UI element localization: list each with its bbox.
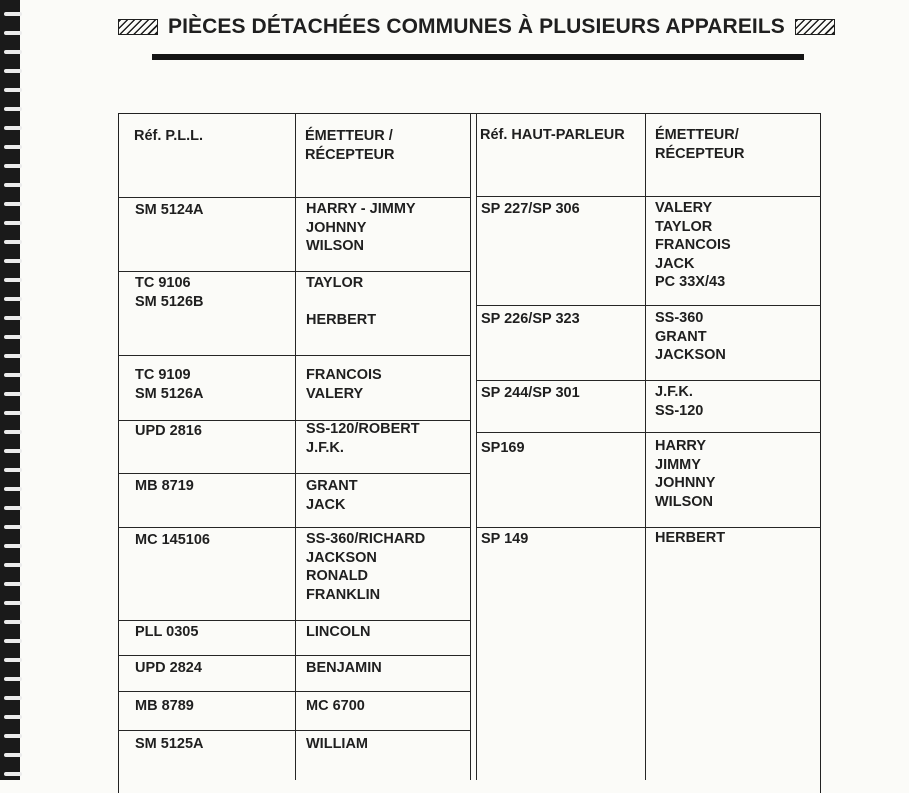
left-ref-cell-line: SM 5126B [135, 293, 204, 310]
left-emitter-cell-line: HERBERT [306, 311, 377, 328]
right-emitter-cell-line: FRANCOIS [655, 237, 731, 253]
binding-ring [4, 50, 22, 54]
binding-ring [4, 221, 22, 225]
column-divider [295, 113, 296, 780]
left-emitter-cell-line: SS-120/ROBERT [306, 421, 420, 437]
left-ref-cell [135, 366, 204, 403]
left-emitter-cell [306, 697, 365, 716]
right-emitter-cell [655, 437, 715, 511]
binding-ring [4, 639, 22, 643]
left-header-emitter-line1: ÉMETTEUR / [305, 128, 393, 144]
left-ref-cell [135, 274, 204, 311]
right-ref-cell [481, 310, 580, 329]
right-emitter-cell-line: J.F.K. [655, 384, 693, 400]
binding-ring [4, 449, 22, 453]
right-emitter-cell-line: HARRY [655, 438, 707, 454]
right-emitter-cell-line: SS-360 [655, 310, 704, 326]
row-divider [476, 305, 821, 306]
row-divider [476, 432, 821, 433]
left-emitter-cell-line: FRANCOIS [306, 367, 382, 383]
left-emitter-cell-line: GRANT [306, 478, 358, 494]
row-divider [476, 196, 821, 197]
left-ref-cell [135, 623, 198, 642]
right-ref-cell-line: SP 226/SP 323 [481, 311, 580, 327]
binding-ring [4, 506, 22, 510]
left-ref-cell-line: SM 5126A [135, 385, 204, 402]
right-emitter-cell [655, 529, 725, 548]
right-header-ref: Réf. HAUT-PARLEUR [480, 127, 625, 143]
left-emitter-cell-line: FRANKLIN [306, 586, 381, 603]
left-emitter-cell-line: LINCOLN [306, 624, 371, 640]
left-ref-cell-line: MB 8719 [135, 478, 194, 494]
right-ref-cell-line: SP 244/SP 301 [481, 385, 580, 401]
right-header-emitter-line1: ÉMETTEUR/ [655, 127, 739, 143]
left-emitter-cell [306, 200, 416, 256]
binding-ring [4, 677, 22, 681]
binding-ring [4, 126, 22, 130]
right-emitter-cell-line: VALERY [655, 200, 713, 216]
binding-ring [4, 373, 22, 377]
binding-ring [4, 354, 22, 358]
binding-ring [4, 772, 22, 776]
left-emitter-cell-line: TAYLOR [306, 275, 364, 291]
binding-ring [4, 620, 22, 624]
binding-ring [4, 88, 22, 92]
left-emitter-cell [306, 623, 370, 642]
left-ref-cell [135, 735, 204, 754]
left-ref-cell-line: PLL 0305 [135, 624, 199, 640]
left-ref-cell [135, 659, 202, 678]
binding-ring [4, 582, 22, 586]
right-emitter-cell-line: JACKSON [655, 347, 726, 363]
left-ref-cell [135, 697, 194, 716]
binding-ring [4, 696, 22, 700]
left-header-emitter-line2: RÉCEPTEUR [305, 146, 395, 163]
title-underline [152, 54, 804, 60]
spiral-binding [0, 0, 20, 780]
left-emitter-cell-line: BENJAMIN [306, 660, 382, 676]
column-divider [645, 113, 646, 780]
left-emitter-cell-line: MC 6700 [306, 698, 365, 714]
left-emitter-cell-line: WILSON [306, 238, 364, 254]
hatch-right-icon [795, 19, 835, 35]
left-ref-cell-line: SM 5124A [135, 202, 204, 218]
right-ref-cell [481, 530, 528, 549]
left-emitter-cell-line: JACKSON [306, 549, 377, 566]
binding-ring [4, 487, 22, 491]
binding-ring [4, 411, 22, 415]
binding-ring [4, 297, 22, 301]
binding-ring [4, 468, 22, 472]
left-ref-cell-line: MC 145106 [135, 532, 210, 548]
left-ref-cell-line: TC 9109 [135, 367, 191, 383]
right-emitter-cell [655, 199, 731, 292]
binding-ring [4, 31, 22, 35]
right-emitter-cell [655, 383, 703, 420]
right-emitter-cell-line: PC 33X/43 [655, 274, 726, 290]
binding-ring [4, 278, 22, 282]
left-emitter-cell-line: JOHNNY [306, 219, 367, 236]
right-emitter-cell-line: HERBERT [655, 530, 726, 546]
binding-ring [4, 335, 22, 339]
binding-ring [4, 316, 22, 320]
left-emitter-cell [306, 659, 382, 678]
binding-ring [4, 259, 22, 263]
right-emitter-cell-line: WILSON [655, 493, 713, 510]
binding-ring [4, 12, 22, 16]
left-emitter-cell-line: J.F.K. [306, 439, 344, 456]
right-header-emitter-line2: RÉCEPTEUR [655, 145, 745, 162]
left-emitter-cell-line: SS-360/RICHARD [306, 531, 426, 547]
right-ref-cell-line: SP 149 [481, 531, 529, 547]
left-emitter-cell [306, 274, 376, 329]
left-emitter-cell [306, 530, 425, 604]
binding-ring [4, 430, 22, 434]
left-ref-cell-line: MB 8789 [135, 698, 194, 714]
right-ref-cell-line: SP 227/SP 306 [481, 201, 580, 217]
left-ref-cell-line: SM 5125A [135, 736, 204, 752]
binding-ring [4, 164, 22, 168]
right-emitter-cell-line: JACK [655, 255, 695, 272]
binding-ring [4, 240, 22, 244]
column-divider [470, 113, 471, 780]
row-divider [476, 527, 821, 528]
right-emitter-cell-line: JIMMY [655, 456, 701, 473]
binding-ring [4, 392, 22, 396]
binding-ring [4, 145, 22, 149]
left-emitter-cell-line: JACK [306, 496, 346, 513]
left-header-ref: Réf. P.L.L. [134, 128, 204, 144]
right-emitter-cell [655, 309, 726, 365]
binding-ring [4, 734, 22, 738]
left-ref-cell [135, 422, 202, 441]
binding-ring [4, 183, 22, 187]
binding-ring [4, 107, 22, 111]
left-emitter-cell [306, 420, 420, 457]
left-emitter-cell [306, 477, 358, 514]
right-emitter-cell-line: SS-120 [655, 402, 704, 419]
right-ref-cell [481, 384, 580, 403]
row-divider [476, 380, 821, 381]
left-emitter-cell-line: WILLIAM [306, 736, 369, 752]
left-emitter-cell-line: VALERY [306, 385, 364, 402]
right-emitter-cell-line: TAYLOR [655, 218, 713, 235]
left-emitter-cell-line: HARRY - JIMMY [306, 201, 416, 217]
binding-ring [4, 715, 22, 719]
binding-ring [4, 525, 22, 529]
left-emitter-cell [306, 735, 368, 754]
left-emitter-cell-line: RONALD [306, 568, 369, 584]
left-emitter-cell [306, 366, 382, 403]
binding-ring [4, 544, 22, 548]
binding-ring [4, 69, 22, 73]
right-emitter-cell-line: GRANT [655, 328, 707, 345]
right-emitter-cell-line: JOHNNY [655, 475, 716, 491]
left-ref-cell [135, 201, 204, 220]
binding-ring [4, 202, 22, 206]
right-ref-cell-line: SP169 [481, 440, 525, 456]
right-ref-cell [481, 200, 580, 219]
left-ref-cell [135, 477, 194, 496]
left-ref-cell-line: UPD 2824 [135, 660, 202, 676]
binding-ring [4, 658, 22, 662]
left-ref-cell [135, 531, 210, 550]
binding-ring [4, 563, 22, 567]
right-header-emitter [655, 126, 744, 163]
left-header-emitter [305, 127, 394, 164]
page-title [118, 14, 848, 40]
hatch-left-icon [118, 19, 158, 35]
right-ref-cell [481, 439, 525, 458]
binding-ring [4, 753, 22, 757]
left-ref-cell-line: UPD 2816 [135, 423, 202, 439]
column-divider [476, 113, 477, 780]
page-title-text: PIÈCES DÉTACHÉES COMMUNES À PLUSIEURS APPAREILS [168, 15, 785, 38]
binding-ring [4, 601, 22, 605]
left-ref-cell-line: TC 9106 [135, 275, 191, 291]
